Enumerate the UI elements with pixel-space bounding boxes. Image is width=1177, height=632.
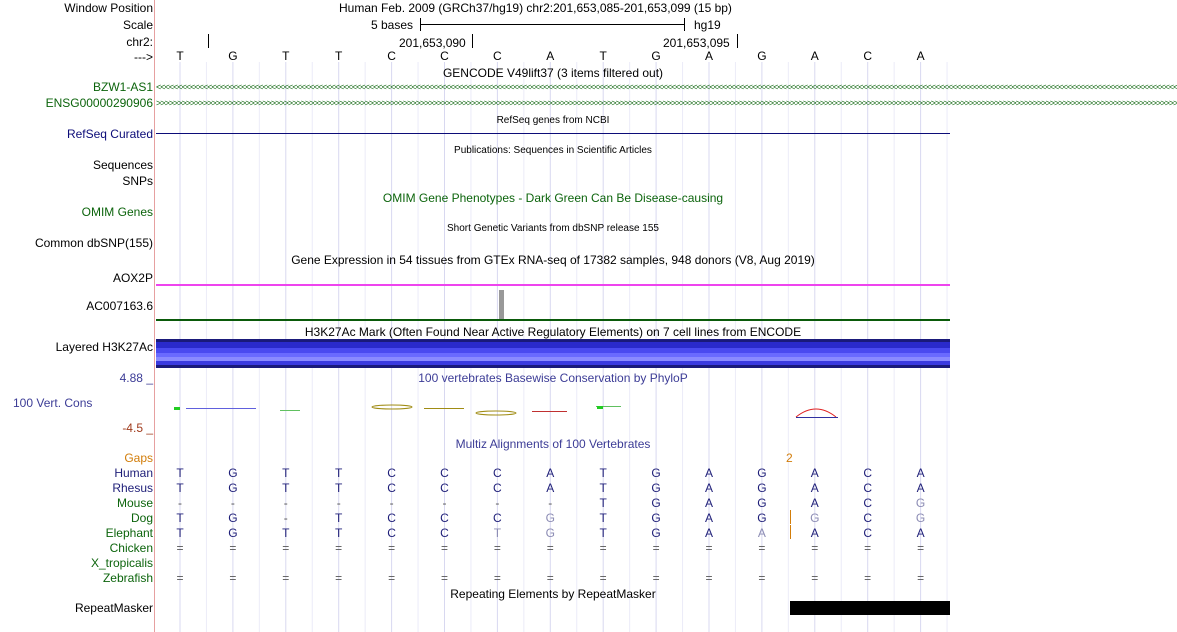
alignment-base: =: [599, 541, 607, 555]
gencode-track-title[interactable]: GENCODE V49lift37 (3 items filtered out): [442, 66, 664, 80]
gaps-value: 2: [786, 451, 793, 465]
alignment-base: T: [176, 511, 184, 525]
omim-track-title[interactable]: OMIM Gene Phenotypes - Dark Green Can Be Disease-causing: [382, 191, 724, 205]
phylop-max-label: 4.88 _: [119, 371, 153, 385]
alignment-base: A: [916, 481, 925, 495]
alignment-base: G: [651, 496, 661, 510]
species-label[interactable]: Zebrafish: [102, 571, 153, 585]
refseq-label[interactable]: RefSeq Curated: [66, 127, 153, 141]
species-label[interactable]: Rhesus: [112, 481, 153, 495]
alignment-base: C: [387, 481, 396, 495]
alignment-base: =: [335, 571, 343, 585]
alignment-base: =: [440, 571, 448, 585]
alignment-base: A: [704, 526, 713, 540]
gene-bzw1-as1-line[interactable]: <<<<<<<<<<<<<<<<<<<<<<<<<<<<<<<<<<<<<<<<<<<<<<<<<<<<<<<<<<<<<<<<<<<<<<<<<<<<<<<<<<<<<<<<<<<<<<<<<<<<<<<<<<<<<<<<<<<<<<<<<<<<<<<<<<<<<<<<<<<<<<<<<<<<<<<<<<<<<<<<<<<<<<<<<<<<<<<<<<<<<<<<<<<<<<<<<<<<<<<<<<<<<<<<<<<<<<<<<<<<<<<<<<<<<<<<<<<<<<<<: [156, 82, 1177, 92]
base-letter: G: [651, 49, 661, 63]
alignment-base: T: [599, 496, 607, 510]
alignment-base: T: [599, 466, 607, 480]
base-letter: C: [440, 49, 449, 63]
base-letter: A: [810, 49, 819, 63]
gaps-label[interactable]: Gaps: [124, 451, 153, 465]
repeatmasker-label[interactable]: RepeatMasker: [74, 601, 153, 615]
alignment-base: =: [493, 571, 501, 585]
species-label[interactable]: Chicken: [109, 541, 153, 555]
alignment-base: C: [440, 481, 449, 495]
position-tick-2: [737, 34, 738, 48]
alignment-base: G: [915, 511, 926, 525]
alignment-base: C: [387, 511, 396, 525]
h3k27ac-layered-signal[interactable]: [156, 339, 950, 368]
alignment-base: C: [387, 526, 396, 540]
alignment-base: A: [704, 481, 713, 495]
dbsnp-track-title[interactable]: Short Genetic Variants from dbSNP release 155: [447, 223, 659, 234]
alignment-base: -: [283, 496, 288, 510]
base-letter: C: [493, 49, 502, 63]
refseq-track-title[interactable]: RefSeq genes from NCBI: [496, 115, 610, 126]
phylop-min-label: -4.5 _: [122, 421, 153, 435]
alignment-base: A: [810, 466, 819, 480]
alignment-base: =: [388, 571, 396, 585]
alignment-base: G: [757, 511, 767, 525]
gtex-ac007163-bar[interactable]: [156, 319, 950, 321]
alignment-base: T: [599, 526, 607, 540]
base-letter: C: [387, 49, 396, 63]
scale-bar-right-tick: [684, 18, 685, 31]
alignment-base: G: [545, 511, 555, 525]
scale-value: 5 bases: [371, 18, 414, 32]
alignment-base: -: [548, 496, 553, 510]
alignment-base: C: [863, 526, 873, 540]
base-letter: T: [335, 49, 343, 63]
alignment-base: G: [651, 466, 661, 480]
alignment-base: =: [917, 571, 925, 585]
phylop-mark: [424, 408, 464, 409]
alignment-base: -: [178, 496, 182, 510]
alignment-base: =: [705, 571, 713, 585]
alignment-base: G: [757, 496, 767, 510]
gtex-aox2p-bar[interactable]: [156, 284, 950, 286]
alignment-base: =: [546, 571, 554, 585]
alignment-base: C: [440, 526, 449, 540]
alignment-base: -: [336, 496, 341, 510]
alignment-base: A: [810, 526, 819, 540]
alignment-base: C: [493, 511, 502, 525]
species-label[interactable]: Mouse: [116, 496, 153, 510]
phylop-track-title[interactable]: 100 vertebrates Basewise Conservation by PhyloP: [418, 371, 688, 385]
phylop-mark: [174, 407, 180, 410]
gap-marker-dog: [790, 510, 791, 524]
species-label[interactable]: Elephant: [105, 526, 153, 540]
alignment-base: =: [599, 571, 607, 585]
h3k27ac-track-title[interactable]: H3K27Ac Mark (Often Found Near Active Regulatory Elements) on 7 cell lines from ENCODE: [304, 325, 802, 339]
scale-bar-left-tick: [420, 18, 421, 31]
repeatmasker-element[interactable]: [790, 601, 950, 615]
species-label[interactable]: X_tropicalis: [90, 556, 153, 570]
alignment-base: A: [916, 526, 925, 540]
alignment-base: A: [704, 496, 713, 510]
alignment-base: =: [282, 571, 290, 585]
alignment-base: G: [545, 526, 555, 540]
h3k27ac-label[interactable]: Layered H3K27Ac: [55, 340, 153, 354]
alignment-base: T: [599, 481, 607, 495]
repeatmasker-track-title[interactable]: Repeating Elements by RepeatMasker: [450, 587, 656, 601]
base-letter: A: [704, 49, 713, 63]
alignment-base: =: [705, 541, 713, 555]
alignment-base: =: [282, 541, 290, 555]
window-position-value: Human Feb. 2009 (GRCh37/hg19) chr2:201,653,085-201,653,099 (15 bp): [339, 1, 732, 15]
alignment-base: A: [704, 466, 713, 480]
alignment-base: G: [757, 481, 767, 495]
alignment-base: G: [228, 466, 238, 480]
alignment-base: A: [810, 496, 819, 510]
alignment-base: C: [440, 511, 449, 525]
base-letter: C: [863, 49, 873, 63]
alignment-base: =: [440, 541, 448, 555]
alignment-base: C: [493, 481, 502, 495]
gtex-gene-label-ac007163[interactable]: AC007163.6: [86, 299, 153, 313]
alignment-base: -: [442, 496, 447, 510]
base-letter: A: [916, 49, 925, 63]
phylop-mark: [476, 411, 516, 415]
base-letter: T: [176, 49, 184, 63]
alignment-base: =: [229, 541, 237, 555]
alignment-base: G: [651, 481, 661, 495]
gene-label-ensg00000290906[interactable]: ENSG00000290906: [45, 96, 153, 110]
alignment-base: T: [282, 526, 290, 540]
alignment-base: T: [335, 526, 343, 540]
chrom-tick: [208, 34, 209, 48]
alignment-base: A: [757, 526, 766, 540]
alignment-base: =: [176, 571, 184, 585]
gene-ensg-line[interactable]: >>>>>>>>>>>>>>>>>>>>>>>>>>>>>>>>>>>>>>>>>>>>>>>>>>>>>>>>>>>>>>>>>>>>>>>>>>>>>>>>>>>>>>>>>>>>>>>>>>>>>>>>>>>>>>>>>>>>>>>>>>>>>>>>>>>>>>>>>>>>>>>>>>>>>>>>>>>>>>>>>>>>>>>>>>>>>>>>>>>>>>>>>>>>>>>>>>>>>>>>>>>>>>>>>>>>>>>>>>>>>>>>>>>>>>>>>>>>>>>>: [156, 98, 1177, 108]
strand-label: --->: [134, 50, 153, 64]
alignment-base: T: [335, 466, 343, 480]
label-divider: [154, 0, 155, 632]
phylop-mark: [532, 411, 567, 412]
multiz-track-title[interactable]: Multiz Alignments of 100 Vertebrates: [455, 437, 651, 451]
omim-label[interactable]: OMIM Genes: [81, 205, 153, 219]
chrom-label: chr2:: [126, 35, 153, 49]
alignment-base: C: [387, 466, 396, 480]
alignment-base: A: [916, 466, 925, 480]
phylop-mark: [597, 406, 603, 409]
alignment-base: -: [495, 496, 500, 510]
alignment-base: T: [176, 466, 184, 480]
publications-track-title[interactable]: Publications: Sequences in Scientific Articles: [454, 145, 652, 156]
alignment-base: G: [810, 511, 820, 525]
alignment-base: A: [704, 511, 713, 525]
alignment-base: C: [863, 481, 873, 495]
base-letter: T: [282, 49, 290, 63]
base-letter: G: [757, 49, 767, 63]
alignment-base: C: [863, 511, 873, 525]
alignment-base: =: [388, 541, 396, 555]
alignment-base: T: [282, 481, 290, 495]
window-position-label: Window Position: [64, 1, 153, 15]
phylop-mark: [280, 410, 300, 411]
species-label[interactable]: Human: [114, 466, 153, 480]
base-letter: A: [546, 49, 555, 63]
alignment-base: =: [493, 541, 501, 555]
species-label[interactable]: Dog: [130, 511, 153, 525]
alignment-base: T: [176, 481, 184, 495]
alignment-base: C: [863, 496, 873, 510]
base-letter: T: [599, 49, 607, 63]
alignment-base: T: [282, 466, 290, 480]
alignment-base: =: [811, 571, 819, 585]
gene-label-bzw1-as1[interactable]: BZW1-AS1: [92, 80, 153, 94]
gtex-expression-bar: [499, 290, 504, 319]
sequences-label[interactable]: Sequences: [92, 158, 153, 172]
alignment-base: G: [651, 511, 661, 525]
alignment-base: =: [758, 571, 766, 585]
alignment-base: G: [757, 466, 767, 480]
phylop-label[interactable]: 100 Vert. Cons: [13, 396, 93, 410]
alignment-base: =: [176, 541, 184, 555]
alignment-base: A: [810, 481, 819, 495]
scale-label: Scale: [122, 18, 153, 32]
snps-label[interactable]: SNPs: [122, 174, 153, 188]
alignment-base: G: [228, 481, 238, 495]
refseq-gene-line[interactable]: [156, 133, 950, 134]
alignment-base: -: [283, 511, 288, 525]
alignment-base: C: [440, 466, 449, 480]
base-letter: G: [228, 49, 238, 63]
gtex-gene-label-aox2p[interactable]: AOX2P: [112, 271, 153, 285]
alignment-base: T: [335, 511, 343, 525]
alignment-base: =: [652, 541, 660, 555]
alignment-base: =: [229, 571, 237, 585]
alignment-base: -: [389, 496, 394, 510]
phylop-mark: [372, 405, 412, 409]
alignment-base: A: [546, 466, 555, 480]
gtex-track-title[interactable]: Gene Expression in 54 tissues from GTEx RNA-seq of 17382 samples, 948 donors (V8, Aug 2019): [291, 253, 815, 267]
alignment-base: G: [651, 526, 661, 540]
position-label-1: 201,653,090: [399, 36, 466, 50]
alignment-base: =: [652, 571, 660, 585]
alignment-base: G: [228, 526, 238, 540]
scale-bar: [420, 24, 685, 25]
alignment-base: =: [917, 541, 925, 555]
alignment-base: T: [335, 481, 343, 495]
phylop-mark: [186, 408, 256, 409]
alignment-base: =: [546, 541, 554, 555]
alignment-base: -: [230, 496, 235, 510]
gap-marker-elephant: [790, 525, 791, 539]
alignment-base: G: [915, 496, 926, 510]
alignment-base: T: [493, 526, 502, 540]
alignment-base: =: [335, 541, 343, 555]
alignment-base: T: [176, 526, 184, 540]
alignment-base: =: [864, 541, 872, 555]
alignment-base: A: [546, 481, 555, 495]
phylop-mark: [796, 409, 836, 417]
phylop-signal[interactable]: [156, 395, 950, 425]
scale-assembly: hg19: [694, 18, 721, 32]
alignment-base: =: [758, 541, 766, 555]
alignment-base: =: [864, 571, 872, 585]
alignment-base: =: [811, 541, 819, 555]
position-label-2: 201,653,095: [663, 36, 730, 50]
dbsnp-label[interactable]: Common dbSNP(155): [34, 236, 153, 250]
alignment-base: C: [863, 466, 873, 480]
phylop-mark: [796, 417, 838, 418]
alignment-base: G: [228, 511, 238, 525]
alignment-base: T: [599, 511, 607, 525]
alignment-base: C: [493, 466, 502, 480]
position-tick-1: [472, 34, 473, 48]
